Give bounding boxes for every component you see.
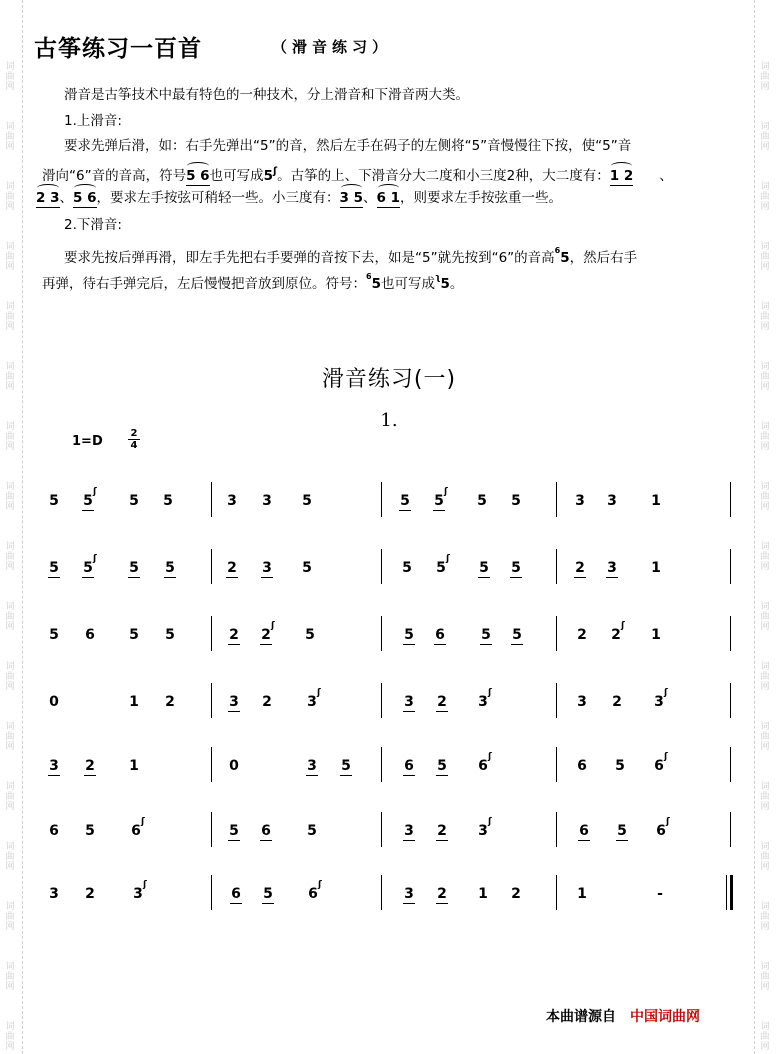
upward-glide-text-3: 2 3、5 6，要求左手按弦可稍轻一些。小三度有：3 5、6 1，则要求左手按弦重一些。 xyxy=(36,190,562,206)
glide-mark: ʃ xyxy=(93,487,97,497)
note: 1 xyxy=(129,758,139,774)
bar-line xyxy=(730,812,731,847)
note: 6 xyxy=(49,823,59,839)
bar-line xyxy=(381,747,382,782)
glide-mark: ʃ xyxy=(488,817,492,827)
bar-line xyxy=(556,616,557,651)
glide-mark: ʃ xyxy=(446,554,450,564)
glide-symbol-5-6b: 5 6 xyxy=(73,190,97,206)
note: 6 xyxy=(577,758,587,774)
note: 3 xyxy=(404,823,414,839)
note: 1 xyxy=(577,886,587,902)
upward-glide-heading: 1.上滑音: xyxy=(64,113,122,129)
glide-mark: ʃ xyxy=(143,880,147,890)
note: 5 xyxy=(165,627,175,643)
note: 5 xyxy=(83,493,93,509)
note: 6 xyxy=(435,627,445,643)
bar-line xyxy=(556,812,557,847)
note: 3 xyxy=(307,694,317,710)
note: 3 xyxy=(229,694,239,710)
watermark-text: 词 曲 网 xyxy=(5,242,15,272)
note: 5 xyxy=(229,823,239,839)
note: 5 xyxy=(617,823,627,839)
note: 3 xyxy=(607,493,617,509)
time-signature: 2 4 xyxy=(128,428,140,451)
note: 2 xyxy=(229,627,239,643)
watermark-text: 词 曲 网 xyxy=(5,542,15,572)
watermark-text: 词 曲 网 xyxy=(5,362,15,392)
watermark-text: 词 曲 网 xyxy=(5,122,15,152)
note: - xyxy=(657,886,663,902)
watermark-text: 词 曲 网 xyxy=(5,1022,15,1052)
glide-symbol-6-1: 6 1 xyxy=(376,190,400,206)
note: 6 xyxy=(404,758,414,774)
upward-glide-text-2: 滑向“6”音的音高，符号5 6也可写成$5^ʃ$。古筝的上、下滑音分大二度和小三度2种，大二度有：1 2 、 xyxy=(42,166,673,184)
bar-line xyxy=(730,616,731,651)
note: 3 xyxy=(307,758,317,774)
note: 5 xyxy=(49,493,59,509)
glide-mark: ʃ xyxy=(93,554,97,564)
bar-line xyxy=(556,747,557,782)
note: 3 xyxy=(478,823,488,839)
watermark-text: 词 曲 网 xyxy=(5,602,15,632)
watermark-text: 词 曲 网 xyxy=(760,242,770,272)
bar-line xyxy=(730,482,731,517)
score-row xyxy=(0,752,778,798)
note: 6 xyxy=(308,886,318,902)
note: 6 xyxy=(261,823,271,839)
note: 1 xyxy=(129,694,139,710)
watermark-text: 词 曲 网 xyxy=(5,782,15,812)
intro-paragraph-1: 滑音是古筝技术中最有特色的一种技术，分上滑音和下滑音两大类。 xyxy=(64,87,469,103)
note: 5 xyxy=(302,493,312,509)
note: 2 xyxy=(575,560,585,576)
note: 6 xyxy=(478,758,488,774)
note: 2 xyxy=(227,560,237,576)
watermark-text: 词 曲 网 xyxy=(5,842,15,872)
note: 5 xyxy=(341,758,351,774)
glide-symbol-2-3: 2 3 xyxy=(36,190,60,206)
source-credit: 本曲谱源自 中国词曲网 xyxy=(546,1009,700,1025)
note: 2 xyxy=(437,886,447,902)
note: 2 xyxy=(165,694,175,710)
watermark-text: 词 曲 网 xyxy=(760,62,770,92)
note: 5 xyxy=(302,560,312,576)
bar-line xyxy=(211,549,212,584)
note: 6 xyxy=(579,823,589,839)
note: 5 xyxy=(512,627,522,643)
glide-mark: ʃ xyxy=(488,752,492,762)
note: 3 xyxy=(404,694,414,710)
watermark-text: 词 曲 网 xyxy=(5,902,15,932)
glide-symbol-5-6: 5 6 xyxy=(186,168,210,184)
glide-mark: ʃ xyxy=(271,621,275,631)
note: 5 xyxy=(85,823,95,839)
note: 5 xyxy=(129,560,139,576)
watermark-text: 词 曲 网 xyxy=(5,722,15,752)
watermark-text: 词 曲 网 xyxy=(760,182,770,212)
note: 5 xyxy=(402,560,412,576)
bar-line xyxy=(556,683,557,718)
glide-symbol-3-5: 3 5 xyxy=(339,190,363,206)
watermark-text: 词 曲 网 xyxy=(760,722,770,752)
note: 2 xyxy=(437,694,447,710)
note: 5 xyxy=(511,493,521,509)
watermark-text: 词 曲 网 xyxy=(760,782,770,812)
final-bar-line xyxy=(726,875,733,910)
bar-line xyxy=(381,616,382,651)
note: 6 xyxy=(654,758,664,774)
note: 2 xyxy=(261,627,271,643)
note: 3 xyxy=(478,694,488,710)
note: 5 xyxy=(83,560,93,576)
bar-line xyxy=(211,616,212,651)
note: 5 xyxy=(307,823,317,839)
note: 2 xyxy=(85,886,95,902)
exercise-number: 1. xyxy=(380,410,398,431)
score-row xyxy=(0,817,778,863)
note: 3 xyxy=(49,886,59,902)
exercise-title: 滑音练习(一) xyxy=(321,367,457,392)
note: 2 xyxy=(85,758,95,774)
watermark-text: 词 曲 网 xyxy=(760,482,770,512)
glide-mark: ʃ xyxy=(141,817,145,827)
note: 3 xyxy=(654,694,664,710)
bar-line xyxy=(730,549,731,584)
bar-line xyxy=(381,549,382,584)
bar-line xyxy=(211,812,212,847)
bar-line xyxy=(730,683,731,718)
watermark-text: 词 曲 网 xyxy=(5,482,15,512)
note: 5 xyxy=(434,493,444,509)
key-signature: 1=D xyxy=(72,434,103,449)
note: 6 xyxy=(85,627,95,643)
score-row xyxy=(0,880,778,926)
watermark-text: 词 曲 网 xyxy=(760,302,770,332)
note: 5 xyxy=(165,560,175,576)
watermark-text: 词 曲 网 xyxy=(760,842,770,872)
score-row xyxy=(0,621,778,667)
bar-line xyxy=(556,549,557,584)
glide-mark: ʃ xyxy=(317,688,321,698)
note: 5 xyxy=(129,493,139,509)
note: 0 xyxy=(229,758,239,774)
note: 1 xyxy=(651,627,661,643)
glide-mark: ʃ xyxy=(664,688,668,698)
watermark-text: 词 曲 网 xyxy=(760,962,770,992)
watermark-text: 词 曲 网 xyxy=(760,1022,770,1052)
glide-mark: ʃ xyxy=(488,688,492,698)
note: 5 xyxy=(481,627,491,643)
bar-line xyxy=(556,875,557,910)
page-title: 古筝练习一百首 xyxy=(34,36,202,62)
note: 5 xyxy=(479,560,489,576)
bar-line xyxy=(211,683,212,718)
note: 5 xyxy=(163,493,173,509)
bar-line xyxy=(211,747,212,782)
note: 3 xyxy=(262,560,272,576)
note: 3 xyxy=(133,886,143,902)
bar-line xyxy=(211,482,212,517)
note: 5 xyxy=(477,493,487,509)
note: 1 xyxy=(651,493,661,509)
watermark-text: 词 曲 网 xyxy=(760,662,770,692)
note: 2 xyxy=(612,694,622,710)
glide-symbol-5-short: 5 xyxy=(263,168,273,184)
note: 3 xyxy=(262,493,272,509)
note: 3 xyxy=(577,694,587,710)
downward-glide-text-1: 要求先按后弹再滑，即左手先把右手要弹的音按下去，如是“5”就先按到“6”的音高$^6$5，然后右手 xyxy=(64,246,638,266)
downward-glide-heading: 2.下滑音: xyxy=(64,217,122,233)
glide-mark: ʃ xyxy=(666,817,670,827)
down-glide-symbol-5-short: 5 xyxy=(440,276,450,292)
bar-line xyxy=(381,812,382,847)
note: 5 xyxy=(436,560,446,576)
note: 5 xyxy=(129,627,139,643)
watermark-text: 词 曲 网 xyxy=(5,302,15,332)
source-site: 中国词曲网 xyxy=(630,1009,700,1025)
note: 1 xyxy=(478,886,488,902)
note: 6 xyxy=(656,823,666,839)
note: 3 xyxy=(404,886,414,902)
watermark-text: 词 曲 网 xyxy=(5,62,15,92)
score-row xyxy=(0,688,778,734)
watermark-text: 词 曲 网 xyxy=(5,422,15,452)
note: 0 xyxy=(49,694,59,710)
watermark-text: 词 曲 网 xyxy=(5,662,15,692)
pre-bend-symbol-5: 5 xyxy=(560,250,570,266)
watermark-text: 词 曲 网 xyxy=(760,602,770,632)
bar-line xyxy=(556,482,557,517)
upward-glide-text-1: 要求先弹后滑，如：右手先弹出“5”的音，然后左手在码子的左侧将“5”音慢慢往下按，使“5”音 xyxy=(64,138,632,154)
watermark-text: 词 曲 网 xyxy=(760,422,770,452)
note: 6 xyxy=(231,886,241,902)
watermark-text: 词 曲 网 xyxy=(5,182,15,212)
note: 3 xyxy=(49,758,59,774)
glide-mark: ʃ xyxy=(444,487,448,497)
bar-line xyxy=(381,482,382,517)
note: 1 xyxy=(651,560,661,576)
glide-mark: ʃ xyxy=(621,621,625,631)
note: 2 xyxy=(262,694,272,710)
note: 5 xyxy=(404,627,414,643)
note: 5 xyxy=(437,758,447,774)
note: 5 xyxy=(511,560,521,576)
glide-symbol-1-2: 1 2 xyxy=(609,168,634,184)
note: 5 xyxy=(49,627,59,643)
note: 2 xyxy=(437,823,447,839)
note: 3 xyxy=(227,493,237,509)
glide-mark: ʃ xyxy=(318,880,322,890)
note: 5 xyxy=(49,560,59,576)
watermark-text: 词 曲 网 xyxy=(760,902,770,932)
note: 5 xyxy=(305,627,315,643)
note: 5 xyxy=(615,758,625,774)
score-row xyxy=(0,487,778,533)
note: 2 xyxy=(577,627,587,643)
bar-line xyxy=(381,875,382,910)
note: 3 xyxy=(607,560,617,576)
note: 5 xyxy=(263,886,273,902)
note: 3 xyxy=(575,493,585,509)
note: 2 xyxy=(511,886,521,902)
watermark-text: 词 曲 网 xyxy=(760,362,770,392)
watermark-text: 词 曲 网 xyxy=(760,122,770,152)
downward-glide-text-2: 再弹，待右手弹完后，左后慢慢把音放到原位。符号：$^6$5也可写成$^ʅ$5。 xyxy=(42,272,464,292)
bar-line xyxy=(211,875,212,910)
note: 6 xyxy=(131,823,141,839)
glide-mark: ʃ xyxy=(664,752,668,762)
watermark-text: 词 曲 网 xyxy=(5,962,15,992)
note: 2 xyxy=(611,627,621,643)
page-subtitle: （滑音练习） xyxy=(272,38,393,56)
bar-line xyxy=(730,747,731,782)
down-glide-symbol-5: 5 xyxy=(371,276,381,292)
note: 5 xyxy=(400,493,410,509)
watermark-text: 词 曲 网 xyxy=(760,542,770,572)
bar-line xyxy=(381,683,382,718)
